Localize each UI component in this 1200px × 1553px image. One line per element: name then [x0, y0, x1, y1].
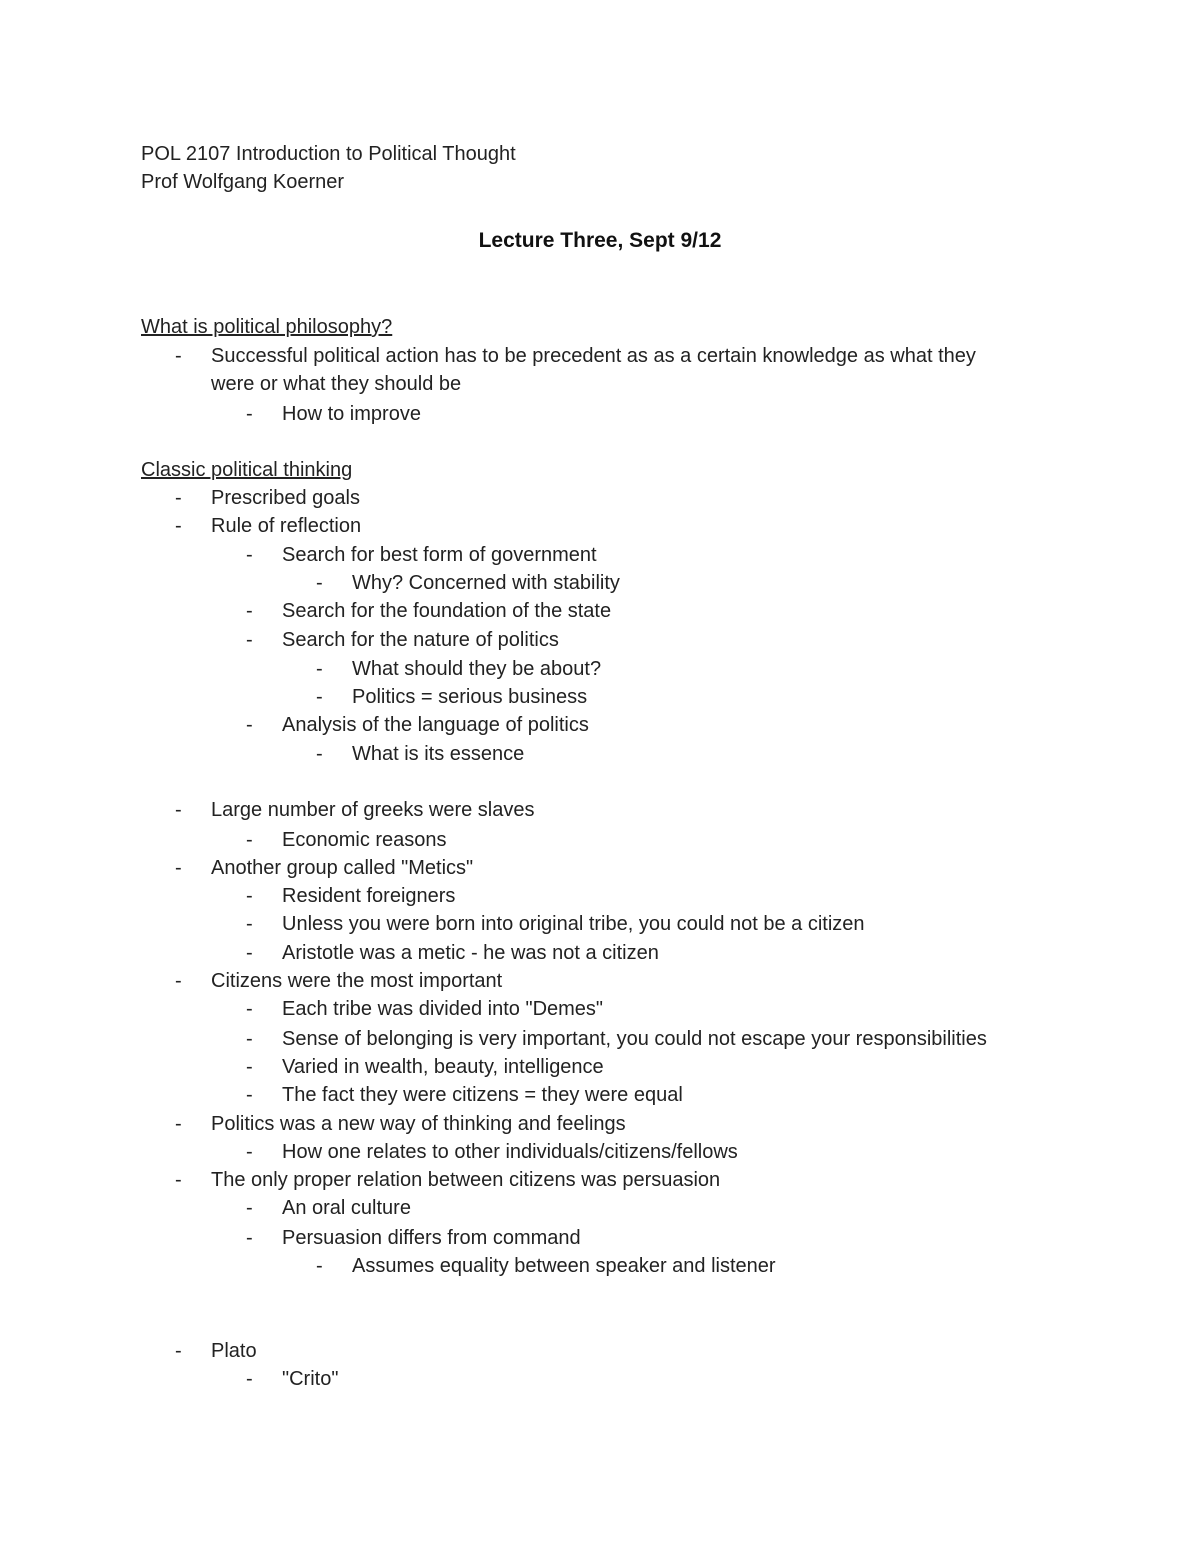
list-item: Search for the nature of politics	[282, 629, 559, 651]
list-item: Each tribe was divided into "Demes"	[282, 998, 604, 1020]
list-item: Another group called "Metics"	[211, 857, 474, 879]
bullet-dash: -	[175, 1113, 182, 1135]
section-heading: Classic political thinking	[141, 459, 353, 481]
list-item: Politics = serious business	[352, 686, 588, 708]
bullet-dash: -	[246, 714, 253, 736]
list-item: An oral culture	[282, 1197, 411, 1219]
list-item: Sense of belonging is very important, you could not escape your responsibilities	[282, 1028, 987, 1050]
bullet-dash: -	[246, 544, 253, 566]
bullet-dash: -	[246, 1227, 253, 1249]
bullet-dash: -	[246, 885, 253, 907]
bullet-dash: -	[246, 1141, 253, 1163]
list-item: "Crito"	[282, 1368, 339, 1390]
list-item: Search for the foundation of the state	[282, 600, 612, 622]
list-item: Citizens were the most important	[211, 970, 503, 992]
bullet-dash: -	[246, 403, 253, 425]
bullet-dash: -	[246, 1056, 253, 1078]
bullet-dash: -	[246, 829, 253, 851]
list-item: Rule of reflection	[211, 515, 362, 537]
list-item-continuation: were or what they should be	[211, 373, 462, 395]
bullet-dash: -	[175, 345, 182, 367]
bullet-dash: -	[246, 1028, 253, 1050]
list-item: The fact they were citizens = they were equal	[282, 1084, 683, 1106]
list-item: Large number of greeks were slaves	[211, 799, 535, 821]
list-item: What is its essence	[352, 743, 525, 765]
professor-name: Prof Wolfgang Koerner	[141, 171, 345, 193]
bullet-dash: -	[175, 799, 182, 821]
list-item: Why? Concerned with stability	[352, 572, 620, 594]
bullet-dash: -	[175, 515, 182, 537]
bullet-dash: -	[246, 998, 253, 1020]
bullet-dash: -	[175, 970, 182, 992]
list-item: Analysis of the language of politics	[282, 714, 589, 736]
bullet-dash: -	[246, 1084, 253, 1106]
bullet-dash: -	[246, 1197, 253, 1219]
bullet-dash: -	[316, 686, 323, 708]
bullet-dash: -	[246, 942, 253, 964]
list-item: Persuasion differs from command	[282, 1227, 581, 1249]
lecture-title: Lecture Three, Sept 9/12	[478, 229, 722, 252]
list-item: Economic reasons	[282, 829, 447, 851]
list-item: Resident foreigners	[282, 885, 456, 907]
list-item: Politics was a new way of thinking and feelings	[211, 1113, 626, 1135]
bullet-dash: -	[246, 1368, 253, 1390]
list-item: Varied in wealth, beauty, intelligence	[282, 1056, 604, 1078]
bullet-dash: -	[246, 600, 253, 622]
bullet-dash: -	[175, 487, 182, 509]
list-item: Prescribed goals	[211, 487, 360, 509]
bullet-dash: -	[316, 1255, 323, 1277]
bullet-dash: -	[175, 1340, 182, 1362]
section-heading: What is political philosophy?	[141, 316, 393, 338]
bullet-dash: -	[246, 629, 253, 651]
bullet-dash: -	[175, 1169, 182, 1191]
list-item: Unless you were born into original tribe, you could not be a citizen	[282, 913, 865, 935]
bullet-dash: -	[316, 572, 323, 594]
list-item: Successful political action has to be precedent as as a certain knowledge as what they	[211, 345, 976, 367]
bullet-dash: -	[175, 857, 182, 879]
list-item: Aristotle was a metic - he was not a citizen	[282, 942, 659, 964]
list-item: How to improve	[282, 403, 421, 425]
list-item: Plato	[211, 1340, 257, 1362]
list-item: The only proper relation between citizens was persuasion	[211, 1169, 721, 1191]
bullet-dash: -	[316, 743, 323, 765]
bullet-dash: -	[316, 658, 323, 680]
bullet-dash: -	[246, 913, 253, 935]
course-title: POL 2107 Introduction to Political Thought	[141, 143, 516, 165]
list-item: Search for best form of government	[282, 544, 597, 566]
list-item: What should they be about?	[352, 658, 602, 680]
list-item: How one relates to other individuals/citizens/fellows	[282, 1141, 738, 1163]
list-item: Assumes equality between speaker and listener	[352, 1255, 776, 1277]
